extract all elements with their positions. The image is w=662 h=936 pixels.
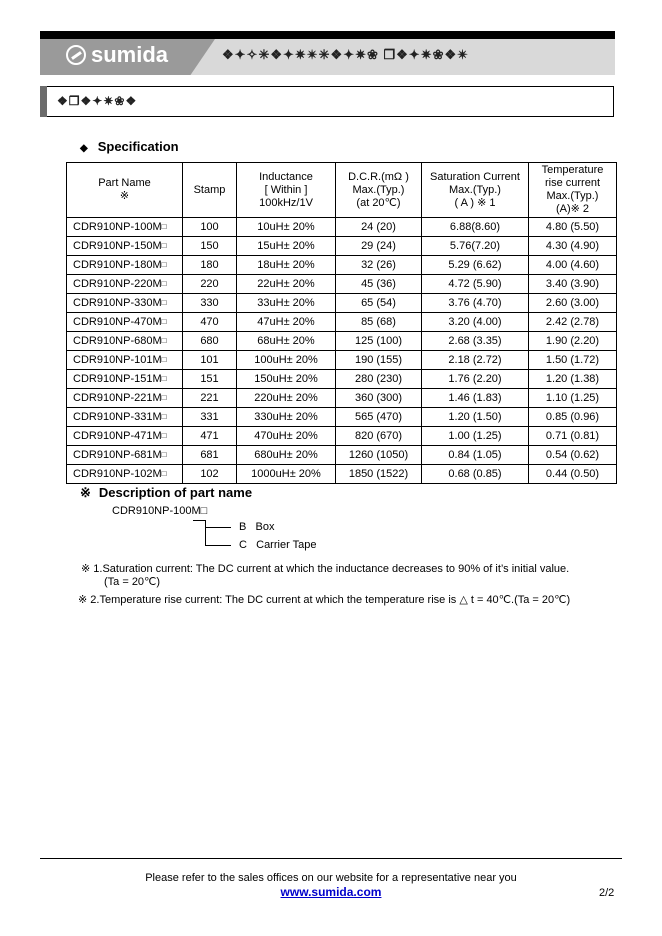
table-cell xyxy=(183,294,237,313)
table-cell-text: 1.20 (1.38) xyxy=(545,373,600,385)
column-header-line: Part Name xyxy=(98,177,151,189)
placeholder-square-icon: □ xyxy=(161,355,167,364)
table-cell-text: 220uH± 20% xyxy=(254,392,318,404)
table-cell xyxy=(422,275,529,294)
placeholder-square-icon: □ xyxy=(161,279,167,288)
placeholder-square-icon: □ xyxy=(161,431,167,440)
table-row xyxy=(67,465,617,484)
table-cell-text: CDR910NP-100M xyxy=(73,221,162,233)
logo-text: sumida xyxy=(91,42,169,67)
table-cell-text: 33uH± 20% xyxy=(257,297,315,309)
placeholder-square-icon: □ xyxy=(161,222,167,231)
column-header-line: Max.(Typ.) xyxy=(546,190,599,202)
table-cell-text: 4.00 (4.60) xyxy=(545,259,600,271)
table-cell-text: 470 xyxy=(200,316,219,328)
table-cell xyxy=(529,351,617,370)
table-cell-text: CDR910NP-681M xyxy=(73,449,162,461)
table-cell xyxy=(67,427,183,446)
table-row xyxy=(67,218,617,237)
table-cell xyxy=(183,389,237,408)
table-cell xyxy=(529,465,617,484)
table-cell xyxy=(67,256,183,275)
table-cell-text: 331 xyxy=(200,411,219,423)
table-cell-text: 65 (54) xyxy=(361,297,396,309)
table-cell-text: 1.50 (1.72) xyxy=(545,354,600,366)
table-cell xyxy=(422,256,529,275)
table-cell-text: 2.42 (2.78) xyxy=(545,316,600,328)
placeholder-square-icon: □ xyxy=(161,336,167,345)
table-cell xyxy=(529,427,617,446)
column-header xyxy=(336,163,422,218)
table-cell-text: 85 (68) xyxy=(361,316,396,328)
table-cell-text: 15uH± 20% xyxy=(257,240,315,252)
table-cell-text: CDR910NP-680M xyxy=(73,335,162,347)
table-cell xyxy=(422,408,529,427)
table-cell xyxy=(237,294,336,313)
table-cell xyxy=(422,446,529,465)
table-cell xyxy=(422,389,529,408)
table-cell-text: 125 (100) xyxy=(354,335,403,347)
table-cell-text: 330uH± 20% xyxy=(254,411,318,423)
placeholder-square-icon: □ xyxy=(161,393,167,402)
table-row xyxy=(67,332,617,351)
table-cell xyxy=(336,427,422,446)
table-cell-text: 470uH± 20% xyxy=(254,430,318,442)
table-cell-text: 1.20 (1.50) xyxy=(448,411,502,423)
column-header-line: Temperature xyxy=(541,164,604,176)
table-cell xyxy=(183,332,237,351)
footer-divider xyxy=(40,858,622,859)
section-title: ❖❐❖✦✷❀❖ xyxy=(57,94,138,108)
table-cell-text: 1.00 (1.25) xyxy=(448,430,502,442)
table-cell xyxy=(237,256,336,275)
description-heading xyxy=(80,485,252,501)
table-row xyxy=(67,351,617,370)
table-cell xyxy=(422,218,529,237)
column-header xyxy=(237,163,336,218)
table-cell-text: 5.76(7.20) xyxy=(449,240,501,252)
table-cell xyxy=(183,408,237,427)
table-cell xyxy=(67,237,183,256)
table-cell xyxy=(422,370,529,389)
table-cell-text: 471 xyxy=(200,430,219,442)
table-cell xyxy=(529,275,617,294)
table-header-row xyxy=(67,163,617,218)
table-cell xyxy=(529,389,617,408)
table-cell-text: 565 (470) xyxy=(354,411,403,423)
table-cell-text: 221 xyxy=(200,392,219,404)
table-cell xyxy=(183,427,237,446)
column-header-line: ( A ) ※ 1 xyxy=(454,196,496,209)
table-cell xyxy=(422,465,529,484)
description-part-number: CDR910NP-100M□ xyxy=(112,505,208,517)
table-cell-text: 22uH± 20% xyxy=(257,278,315,290)
column-header-line: 100kHz/1V xyxy=(259,196,313,209)
column-header-line: Inductance xyxy=(259,170,313,183)
table-cell xyxy=(422,294,529,313)
table-cell xyxy=(183,218,237,237)
table-cell-text: 150 xyxy=(200,240,219,252)
tree-connector xyxy=(205,520,206,545)
table-cell xyxy=(237,237,336,256)
table-row xyxy=(67,275,617,294)
section-title-bar xyxy=(40,86,47,117)
table-cell xyxy=(529,313,617,332)
table-cell-text: 45 (36) xyxy=(361,278,396,290)
table-cell-text: 1.46 (1.83) xyxy=(448,392,502,404)
table-cell xyxy=(237,427,336,446)
table-cell xyxy=(67,408,183,427)
table-row xyxy=(67,427,617,446)
table-cell xyxy=(422,237,529,256)
placeholder-square-icon: □ xyxy=(161,298,167,307)
table-cell-text: CDR910NP-331M xyxy=(73,411,162,423)
table-cell-text: 220 xyxy=(200,278,219,290)
table-cell xyxy=(183,313,237,332)
table-row xyxy=(67,237,617,256)
placeholder-square-icon: □ xyxy=(161,450,167,459)
table-cell-text: 2.68 (3.35) xyxy=(448,335,502,347)
table-cell xyxy=(529,294,617,313)
note-mark: ※ xyxy=(80,485,91,500)
table-cell xyxy=(237,370,336,389)
note-1-line-1: ※ 1.Saturation current: The DC current at which the inductance decreases to 90% of it’s initial value. xyxy=(81,563,570,575)
table-cell xyxy=(422,313,529,332)
table-cell-text: 4.30 (4.90) xyxy=(545,240,600,252)
sumida-logo-icon xyxy=(66,45,86,65)
column-header-line: rise current xyxy=(544,177,601,189)
table-cell-text: 102 xyxy=(200,468,219,480)
table-cell-text: 1000uH± 20% xyxy=(251,468,321,480)
table-cell-text: 100uH± 20% xyxy=(254,354,318,366)
table-cell-text: 29 (24) xyxy=(361,240,396,252)
table-cell-text: 47uH± 20% xyxy=(257,316,315,328)
table-cell-text: 820 (670) xyxy=(354,430,403,442)
table-row xyxy=(67,294,617,313)
table-cell xyxy=(529,332,617,351)
column-header-line: (A)※ 2 xyxy=(555,203,590,215)
table-cell-text: 32 (26) xyxy=(361,259,396,271)
column-header-line: ※ xyxy=(119,190,130,202)
table-cell-text: 18uH± 20% xyxy=(257,259,315,271)
table-cell xyxy=(336,275,422,294)
placeholder-square-icon: □ xyxy=(161,260,167,269)
table-cell-text: 0.84 (1.05) xyxy=(448,449,502,461)
table-cell xyxy=(336,351,422,370)
table-cell xyxy=(183,275,237,294)
page-number: 2/2 xyxy=(599,887,615,899)
table-cell xyxy=(237,332,336,351)
table-cell xyxy=(237,465,336,484)
column-header-line: Max.(Typ.) xyxy=(352,183,405,196)
table-cell-text: 3.40 (3.90) xyxy=(545,278,600,290)
table-row xyxy=(67,370,617,389)
column-header-line: Saturation Current xyxy=(430,170,520,183)
specification-table xyxy=(66,162,617,484)
table-cell xyxy=(422,427,529,446)
table-cell xyxy=(67,294,183,313)
table-cell xyxy=(336,237,422,256)
table-cell-text: 360 (300) xyxy=(354,392,403,404)
table-cell xyxy=(67,275,183,294)
placeholder-square-icon: □ xyxy=(161,317,167,326)
column-header-line: (at 20℃) xyxy=(356,196,401,209)
table-cell xyxy=(529,256,617,275)
option-label: Carrier Tape xyxy=(256,539,317,551)
table-cell xyxy=(67,351,183,370)
option-box xyxy=(239,521,274,533)
table-cell-text: 3.20 (4.00) xyxy=(448,316,502,328)
header-top-bar xyxy=(40,31,615,39)
table-cell-text: 190 (155) xyxy=(354,354,403,366)
table-cell-text: 1850 (1522) xyxy=(348,468,409,480)
table-cell xyxy=(529,446,617,465)
column-header-line: Stamp xyxy=(193,183,226,196)
table-cell-text: 280 (230) xyxy=(354,373,403,385)
table-cell xyxy=(67,446,183,465)
specification-heading xyxy=(80,139,179,154)
tree-connector xyxy=(205,527,231,528)
table-cell-text: CDR910NP-102M xyxy=(73,468,162,480)
table-cell xyxy=(529,218,617,237)
table-cell-text: 2.60 (3.00) xyxy=(545,297,600,309)
table-cell-text: 6.88(8.60) xyxy=(449,221,501,233)
table-cell xyxy=(237,313,336,332)
table-cell-text: CDR910NP-151M xyxy=(73,373,162,385)
note-1-line-2: (Ta = 20℃) xyxy=(104,576,161,588)
table-row xyxy=(67,408,617,427)
table-cell-text: 0.68 (0.85) xyxy=(448,468,502,480)
table-cell-text: 68uH± 20% xyxy=(257,335,315,347)
option-code: B xyxy=(239,521,247,533)
table-cell xyxy=(67,313,183,332)
table-cell-text: CDR910NP-101M xyxy=(73,354,162,366)
table-cell xyxy=(237,218,336,237)
table-cell-text: 4.72 (5.90) xyxy=(448,278,502,290)
note-2: ※ 2.Temperature rise current: The DC current at which the temperature rise is △ t = 40℃.(Ta = 20℃) xyxy=(78,594,571,606)
table-cell-text: 101 xyxy=(200,354,219,366)
table-cell xyxy=(183,370,237,389)
table-row xyxy=(67,256,617,275)
table-cell-text: 680 xyxy=(200,335,219,347)
table-cell-text: 10uH± 20% xyxy=(257,221,315,233)
table-cell-text: 100 xyxy=(200,221,219,233)
placeholder-square-icon: □ xyxy=(161,241,167,250)
table-cell-text: 680uH± 20% xyxy=(254,449,318,461)
table-cell xyxy=(336,218,422,237)
table-cell xyxy=(336,446,422,465)
specification-heading-text: Specification xyxy=(97,139,179,154)
table-cell-text: 3.76 (4.70) xyxy=(448,297,502,309)
option-code: C xyxy=(239,539,247,551)
table-cell-text: CDR910NP-471M xyxy=(73,430,162,442)
table-cell xyxy=(67,465,183,484)
table-cell xyxy=(67,389,183,408)
table-cell-text: 0.85 (0.96) xyxy=(545,411,600,423)
table-cell-text: 0.54 (0.62) xyxy=(545,449,600,461)
option-carrier-tape xyxy=(239,539,316,551)
table-cell-text: CDR910NP-330M xyxy=(73,297,162,309)
table-cell xyxy=(183,446,237,465)
table-cell xyxy=(67,370,183,389)
description-heading-text: Description of part name xyxy=(98,485,253,500)
table-cell-text: 1.10 (1.25) xyxy=(545,392,600,404)
table-cell-text: 1260 (1050) xyxy=(348,449,409,461)
column-header xyxy=(529,163,617,218)
header-title: ❖✦✧✳❖✦✷✴✳❖✦✷❀ ❐❖✦✷❀❖✴ xyxy=(222,47,470,62)
table-row xyxy=(67,446,617,465)
table-cell xyxy=(336,332,422,351)
table-cell xyxy=(336,389,422,408)
table-cell-text: 4.80 (5.50) xyxy=(545,221,600,233)
table-cell xyxy=(336,256,422,275)
column-header xyxy=(67,163,183,218)
column-header-line: [ Within ] xyxy=(264,183,308,196)
table-row xyxy=(67,313,617,332)
table-cell-text: CDR910NP-180M xyxy=(73,259,162,271)
table-cell-text: 0.71 (0.81) xyxy=(545,430,600,442)
table-cell-text: 1.90 (2.20) xyxy=(545,335,600,347)
table-cell-text: 5.29 (6.62) xyxy=(448,259,502,271)
table-cell-text: 180 xyxy=(200,259,219,271)
table-cell xyxy=(529,237,617,256)
table-cell xyxy=(67,332,183,351)
table-cell xyxy=(67,218,183,237)
table-cell xyxy=(237,351,336,370)
table-cell xyxy=(237,408,336,427)
website-link[interactable]: www.sumida.com xyxy=(280,885,382,899)
table-cell-text: 151 xyxy=(200,373,219,385)
table-cell xyxy=(336,294,422,313)
tree-connector xyxy=(205,545,231,546)
table-cell xyxy=(336,408,422,427)
footer-text: Please refer to the sales offices on our website for a representative near you xyxy=(145,872,517,884)
placeholder-square-icon: □ xyxy=(161,374,167,383)
table-cell xyxy=(336,465,422,484)
table-cell xyxy=(237,389,336,408)
table-cell-text: 681 xyxy=(200,449,219,461)
table-cell xyxy=(183,237,237,256)
column-header-line: D.C.R.(mΩ ) xyxy=(348,170,409,183)
table-cell-text: CDR910NP-150M xyxy=(73,240,162,252)
table-cell xyxy=(336,313,422,332)
table-cell-text: 2.18 (2.72) xyxy=(448,354,502,366)
placeholder-square-icon: □ xyxy=(161,412,167,421)
table-cell-text: CDR910NP-221M xyxy=(73,392,162,404)
table-cell xyxy=(237,275,336,294)
table-cell xyxy=(422,351,529,370)
column-header xyxy=(422,163,529,218)
table-cell xyxy=(237,446,336,465)
table-cell xyxy=(183,351,237,370)
column-header-line: Max.(Typ.) xyxy=(449,183,501,196)
table-cell-text: 150uH± 20% xyxy=(254,373,318,385)
table-cell-text: 330 xyxy=(200,297,219,309)
table-cell-text: CDR910NP-220M xyxy=(73,278,162,290)
table-cell xyxy=(529,370,617,389)
table-cell xyxy=(422,332,529,351)
table-cell-text: 0.44 (0.50) xyxy=(545,468,600,480)
column-header xyxy=(183,163,237,218)
table-cell xyxy=(529,408,617,427)
table-cell-text: 24 (20) xyxy=(361,221,396,233)
diamond-bullet-icon: ◆ xyxy=(80,143,88,154)
table-cell xyxy=(336,370,422,389)
placeholder-square-icon: □ xyxy=(161,469,167,478)
table-cell-text: CDR910NP-470M xyxy=(73,316,162,328)
option-label: Box xyxy=(255,521,275,533)
table-cell-text: 1.76 (2.20) xyxy=(448,373,502,385)
table-cell xyxy=(183,465,237,484)
table-cell xyxy=(183,256,237,275)
table-row xyxy=(67,389,617,408)
